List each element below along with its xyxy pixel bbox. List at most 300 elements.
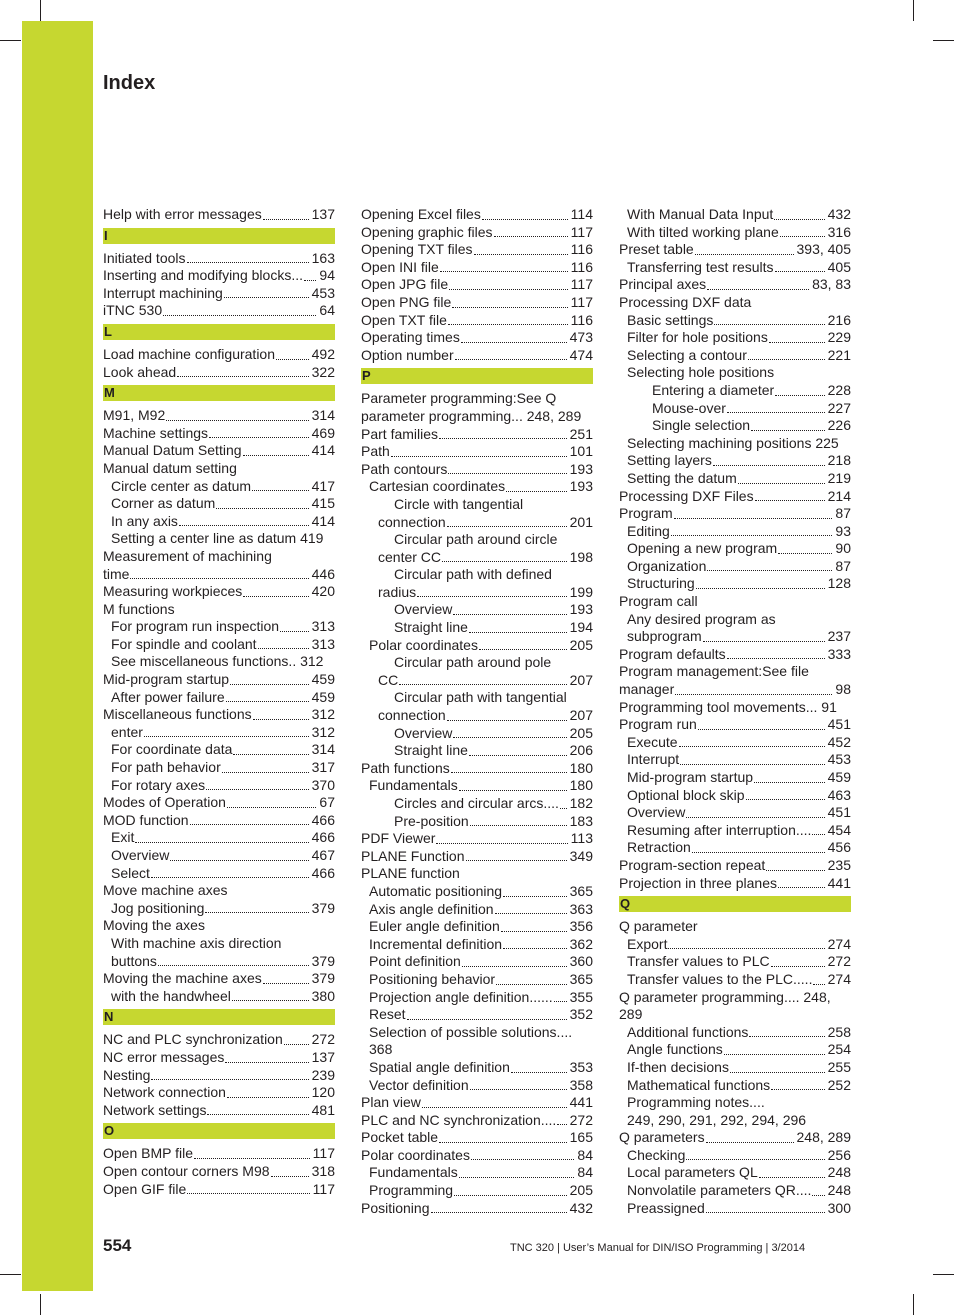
index-entry xyxy=(361,329,593,347)
crop-mark xyxy=(933,40,954,41)
dot-leader xyxy=(748,359,825,360)
dot-leader xyxy=(775,395,824,396)
index-entry xyxy=(619,1200,851,1218)
entry-label: Circle center as datum xyxy=(111,477,252,494)
entry-page-ref: 114 xyxy=(570,206,593,222)
index-entry xyxy=(619,716,851,734)
dot-leader xyxy=(439,1142,567,1143)
entry-label: Mathematical functions xyxy=(627,1076,771,1093)
entry-page-ref: 90 xyxy=(835,540,851,557)
entry-label: Path xyxy=(361,443,390,460)
index-entry xyxy=(361,795,593,813)
dot-leader xyxy=(144,736,309,737)
dot-leader xyxy=(560,808,567,809)
dot-leader xyxy=(774,219,824,220)
entry-label: Checking xyxy=(627,1146,686,1163)
entry-label: Program-section repeat xyxy=(619,856,766,873)
entry-page-ref: 216 xyxy=(827,311,851,328)
entry-label: Circular path around circle xyxy=(394,531,558,548)
dot-leader xyxy=(135,842,308,843)
dot-leader xyxy=(258,648,309,649)
entry-page-ref: 205 xyxy=(569,1182,593,1199)
crop-mark xyxy=(933,1274,954,1275)
entry-label: Open BMP file xyxy=(103,1145,194,1162)
entry-label: manager xyxy=(619,681,675,698)
dot-leader xyxy=(284,1044,309,1045)
entry-page-ref: 113 xyxy=(570,830,593,847)
index-entry xyxy=(103,953,335,971)
entry-page-ref: 370 xyxy=(311,776,335,793)
entry-label: Overview xyxy=(111,847,170,863)
entry-page-ref: 463 xyxy=(827,786,851,803)
index-entry xyxy=(619,1059,851,1077)
dot-leader xyxy=(695,254,794,255)
entry-label: Additional functions xyxy=(627,1023,749,1040)
entry-label: Programming notes.... xyxy=(627,1094,765,1111)
entry-label: Mouse-over xyxy=(652,399,726,416)
footer-manual-info: TNC 320 | User’s Manual for DIN/ISO Programming | 3/2014 xyxy=(510,1242,806,1254)
entry-label: time xyxy=(103,565,130,582)
entry-page-ref: 322 xyxy=(311,363,335,380)
dot-leader xyxy=(812,834,824,835)
entry-label: For coordinate data xyxy=(111,741,233,758)
entry-label: Open PNG file xyxy=(361,293,452,310)
entry-label: Help with error messages xyxy=(103,206,262,222)
dot-leader xyxy=(226,701,309,702)
entry-label: Fundamentals xyxy=(369,777,458,794)
index-entry xyxy=(619,575,851,593)
entry-page-ref: 117 xyxy=(570,276,593,293)
dot-leader xyxy=(252,490,309,491)
entry-label: Incremental definition xyxy=(369,935,503,952)
dot-leader xyxy=(452,307,567,308)
entry-label: Moving the axes xyxy=(103,917,205,934)
dot-leader xyxy=(557,1124,566,1125)
entry-label: Cartesian coordinates xyxy=(369,478,506,495)
dot-leader xyxy=(227,1097,309,1098)
index-entry xyxy=(361,276,593,294)
index-entry xyxy=(361,918,593,936)
entry-page-ref: 353 xyxy=(569,1058,593,1075)
index-entry xyxy=(619,276,851,294)
index-entry xyxy=(619,523,851,541)
index-entry xyxy=(361,496,593,514)
entry-label: Mid-program startup xyxy=(103,671,230,688)
entry-label: Exit xyxy=(111,829,135,846)
index-entry xyxy=(361,259,593,277)
dot-leader xyxy=(775,271,825,272)
entry-page-ref: 272 xyxy=(311,1031,335,1048)
entry-label: Corner as datum xyxy=(111,495,216,512)
index-entry xyxy=(103,513,335,531)
entry-label: Program run xyxy=(619,716,697,733)
entry-label: Nonvolatile parameters QR.... xyxy=(627,1182,812,1199)
index-entry xyxy=(103,829,335,847)
dot-leader xyxy=(482,219,568,220)
entry-label: Optional block skip xyxy=(627,786,745,803)
dot-leader xyxy=(769,342,825,343)
dot-leader xyxy=(439,438,567,439)
entry-page-ref: 492 xyxy=(311,345,335,362)
entry-label: With Manual Data Input xyxy=(627,206,774,222)
entry-page-ref: 205 xyxy=(569,724,593,741)
entry-page-ref: 453 xyxy=(311,284,335,301)
index-entry xyxy=(103,671,335,689)
entry-page-ref: 355 xyxy=(569,988,593,1005)
chapter-sidebar-bar xyxy=(22,21,93,1291)
index-entry xyxy=(103,794,335,812)
dot-leader xyxy=(225,1062,308,1063)
dot-leader xyxy=(686,1159,824,1160)
entry-page-ref: 349 xyxy=(569,847,593,864)
dot-leader xyxy=(727,658,825,659)
entry-label: Preset table xyxy=(619,241,694,258)
entry-page-ref: 420 xyxy=(311,583,335,600)
dot-leader xyxy=(459,790,567,791)
dot-leader xyxy=(496,984,567,985)
index-entry xyxy=(619,1024,851,1042)
entry-label: radius xyxy=(378,583,417,600)
entry-label: Open GIF file xyxy=(103,1180,187,1197)
entry-label: Point definition xyxy=(369,953,461,970)
index-entry xyxy=(361,848,593,866)
index-entry xyxy=(619,681,851,699)
index-entry xyxy=(103,583,335,601)
entry-page-ref: 466 xyxy=(311,829,335,846)
entry-page-ref: 117 xyxy=(570,223,593,240)
index-entry xyxy=(103,759,335,777)
entry-label: Open INI file xyxy=(361,258,439,275)
entry-label: Positioning behavior xyxy=(369,970,496,987)
index-entry xyxy=(361,654,593,672)
dot-leader xyxy=(163,315,316,316)
entry-label: Retraction xyxy=(627,839,691,856)
entry-label: Selecting hole positions xyxy=(627,364,775,381)
entry-label: Pre-position xyxy=(394,812,469,829)
entry-page-ref: 474 xyxy=(569,346,593,363)
entry-label: Entering a diameter xyxy=(652,381,775,398)
entry-label: PLC and NC synchronization.... xyxy=(361,1111,557,1128)
entry-page-ref: 313 xyxy=(311,635,335,652)
index-column-2 xyxy=(361,206,593,1217)
dot-leader xyxy=(511,1072,567,1073)
dot-leader xyxy=(206,789,309,790)
index-entry xyxy=(103,988,335,1006)
entry-page-ref: 274 xyxy=(827,970,851,987)
index-entry xyxy=(103,530,335,548)
entry-page-ref: 64 xyxy=(319,302,335,319)
entry-page-ref: 193 xyxy=(569,478,593,495)
dot-leader xyxy=(209,437,309,438)
entry-page-ref: 193 xyxy=(569,601,593,618)
entry-page-ref: 193 xyxy=(569,460,593,477)
entry-page-ref: 379 xyxy=(311,970,335,987)
entry-page-ref: 454 xyxy=(827,821,851,838)
dot-leader xyxy=(812,1195,824,1196)
index-entry xyxy=(361,461,593,479)
index-entry xyxy=(619,505,851,523)
index-entry xyxy=(103,1163,335,1181)
entry-page-ref: 248 xyxy=(827,1182,851,1199)
entry-label: PDF Viewer xyxy=(361,830,436,847)
entry-label: Setting layers xyxy=(627,452,712,469)
entry-label: If-then decisions xyxy=(627,1058,729,1075)
index-entry xyxy=(103,689,335,707)
index-entry xyxy=(103,865,335,883)
index-entry xyxy=(361,1006,593,1024)
entry-page-ref: 365 xyxy=(569,882,593,899)
entry-page-ref: 207 xyxy=(569,707,593,724)
entry-label: Nesting xyxy=(103,1066,151,1083)
dot-leader xyxy=(436,843,567,844)
entry-page-ref: 363 xyxy=(569,900,593,917)
entry-page-ref: 199 xyxy=(569,583,593,600)
entry-page-ref: 221 xyxy=(827,346,851,363)
index-entry xyxy=(103,777,335,795)
dot-leader xyxy=(130,578,308,579)
dot-leader xyxy=(166,420,308,421)
entry-label: connection xyxy=(378,707,446,724)
index-entry xyxy=(619,1129,851,1147)
index-entry xyxy=(619,1041,851,1059)
entry-label: Any desired program as xyxy=(627,610,776,627)
index-entry xyxy=(361,1024,593,1042)
entry-page-ref: 356 xyxy=(569,918,593,935)
entry-label: M91, M92 xyxy=(103,407,166,424)
entry-page-ref: 87 xyxy=(835,505,851,522)
index-entry xyxy=(361,672,593,690)
index-entry xyxy=(103,1031,335,1049)
entry-label: Manual Datum Setting xyxy=(103,442,242,459)
index-entry xyxy=(361,443,593,461)
entry-label: After power failure xyxy=(111,688,225,705)
entry-label: Look ahead xyxy=(103,363,177,380)
entry-label: PLANE Function xyxy=(361,847,465,864)
entry-label: Filter for hole positions xyxy=(627,329,768,346)
entry-label: For program run inspection xyxy=(111,618,280,635)
entry-label: Projection in three planes xyxy=(619,874,777,891)
dot-leader xyxy=(449,289,568,290)
index-entry xyxy=(361,312,593,330)
index-entry xyxy=(361,1129,593,1147)
index-entry xyxy=(361,531,593,549)
entry-page-ref: 432 xyxy=(827,206,851,222)
dot-leader xyxy=(442,561,567,562)
index-entry xyxy=(619,822,851,840)
entry-page-ref: 101 xyxy=(569,443,593,460)
entry-page-ref: 117 xyxy=(570,293,593,310)
entry-page-ref: 137 xyxy=(311,206,335,222)
dot-leader xyxy=(243,455,309,456)
entry-page-ref: 117 xyxy=(312,1145,335,1162)
entry-label: Open JPG file xyxy=(361,276,449,293)
entry-page-ref: 466 xyxy=(311,864,335,881)
entry-page-ref: 128 xyxy=(827,575,851,592)
entry-label: Programming tool movements... 91 xyxy=(619,698,837,715)
index-entry xyxy=(361,206,593,224)
dot-leader xyxy=(417,596,567,597)
dot-leader xyxy=(706,1142,794,1143)
dot-leader xyxy=(727,412,825,413)
entry-label: Spatial angle definition xyxy=(369,1058,510,1075)
crop-mark xyxy=(913,0,914,21)
entry-label: Reset xyxy=(369,1006,406,1023)
dot-leader xyxy=(391,456,567,457)
entry-label: NC error messages xyxy=(103,1048,225,1065)
index-column-1 xyxy=(103,206,335,1198)
index-entry xyxy=(103,900,335,918)
dot-leader xyxy=(179,525,309,526)
entry-page-ref: 379 xyxy=(311,952,335,969)
index-entry xyxy=(619,787,851,805)
entry-page-ref: 459 xyxy=(311,688,335,705)
entry-page-ref: 256 xyxy=(827,1146,851,1163)
index-entry xyxy=(619,558,851,576)
dot-leader xyxy=(448,324,568,325)
index-entry xyxy=(619,540,851,558)
index-entry xyxy=(103,346,335,364)
dot-leader xyxy=(440,271,568,272)
entry-label: Move machine axes xyxy=(103,882,228,899)
dot-leader xyxy=(177,376,308,377)
letter-heading: I xyxy=(103,228,335,244)
index-entry xyxy=(361,1147,593,1165)
dot-leader xyxy=(190,824,309,825)
index-entry xyxy=(103,935,335,953)
entry-page-ref: 316 xyxy=(827,223,851,240)
entry-label: Interrupt xyxy=(627,751,680,768)
dot-leader xyxy=(813,984,824,985)
index-entry xyxy=(103,566,335,584)
entry-page-ref: 274 xyxy=(827,935,851,952)
entry-label: Program call xyxy=(619,593,698,610)
entry-page-ref: 67 xyxy=(319,794,335,811)
index-entry xyxy=(619,347,851,365)
entry-label: Inserting and modifying blocks... xyxy=(103,267,303,284)
index-entry xyxy=(361,707,593,725)
dot-leader xyxy=(455,359,567,360)
entry-label: Q parameter programming.... 248, xyxy=(619,988,831,1005)
entry-label: For rotary axes xyxy=(111,776,206,793)
index-entry xyxy=(103,495,335,513)
entry-page-ref: 441 xyxy=(827,874,851,891)
index-entry xyxy=(361,514,593,532)
entry-label: Angle functions xyxy=(627,1041,723,1058)
entry-label: Open contour corners M98 xyxy=(103,1162,270,1179)
dot-leader xyxy=(680,764,825,765)
entry-page-ref: 473 xyxy=(569,329,593,346)
dot-leader xyxy=(503,948,567,949)
dot-leader xyxy=(216,508,308,509)
letter-heading: M xyxy=(103,385,335,401)
index-entry xyxy=(361,241,593,259)
index-entry xyxy=(619,206,851,224)
entry-label: Setting the datum xyxy=(627,469,737,486)
entry-label: buttons xyxy=(111,952,157,969)
entry-label: Path contours xyxy=(361,460,448,477)
entry-page-ref: 165 xyxy=(569,1129,593,1146)
entry-page-ref: 360 xyxy=(569,953,593,970)
entry-page-ref: 84 xyxy=(577,1164,593,1181)
dot-leader xyxy=(451,772,567,773)
entry-label: Part families xyxy=(361,425,439,442)
entry-label: Program management:See file xyxy=(619,663,809,680)
dot-leader xyxy=(448,473,566,474)
entry-label: Vector definition xyxy=(369,1076,469,1093)
entry-label: Polar coordinates xyxy=(361,1146,470,1163)
entry-page-ref: 393, 405 xyxy=(796,241,851,258)
dot-leader xyxy=(462,966,567,967)
dot-leader xyxy=(686,817,824,818)
index-entry xyxy=(361,347,593,365)
entry-page-ref: 207 xyxy=(569,671,593,688)
entry-label: Execute xyxy=(627,733,678,750)
dot-leader xyxy=(230,684,309,685)
entry-page-ref: 219 xyxy=(827,469,851,486)
entry-label: For path behavior xyxy=(111,759,221,776)
entry-page-ref: 94 xyxy=(319,267,335,284)
index-entry xyxy=(619,1006,851,1024)
entry-label: Open TXT file xyxy=(361,311,447,328)
index-entry xyxy=(619,804,851,822)
index-entry xyxy=(361,1059,593,1077)
entry-label: Resuming after interruption.... xyxy=(627,821,812,838)
index-entry xyxy=(619,839,851,857)
entry-page-ref: 313 xyxy=(311,618,335,635)
dot-leader xyxy=(707,570,832,571)
dot-leader xyxy=(461,342,567,343)
index-entry xyxy=(103,1067,335,1085)
dot-leader xyxy=(554,1001,567,1002)
entry-label: PLANE function xyxy=(361,865,460,882)
entry-label: Initiated tools xyxy=(103,249,186,266)
index-entry xyxy=(103,724,335,742)
dot-leader xyxy=(746,799,825,800)
entry-page-ref: 228 xyxy=(827,381,851,398)
entry-page-ref: 183 xyxy=(569,812,593,829)
entry-page-ref: 137 xyxy=(311,1048,335,1065)
entry-page-ref: 235 xyxy=(827,856,851,873)
dot-leader xyxy=(706,1212,825,1213)
dot-leader xyxy=(759,1177,825,1178)
index-entry xyxy=(103,302,335,320)
entry-page-ref: 333 xyxy=(827,645,851,662)
entry-label: See miscellaneous functions.. 312 xyxy=(111,653,324,670)
dot-leader xyxy=(675,694,832,695)
entry-label: Structuring xyxy=(627,575,695,592)
index-entry xyxy=(619,857,851,875)
entry-label: Basic settings xyxy=(627,311,714,328)
dot-leader xyxy=(276,359,309,360)
index-entry xyxy=(619,452,851,470)
dot-leader xyxy=(431,1212,567,1213)
entry-label: subprogram xyxy=(627,628,702,645)
entry-label: Miscellaneous functions xyxy=(103,706,252,723)
entry-page-ref: 272 xyxy=(569,1111,593,1128)
dot-leader xyxy=(253,719,309,720)
entry-page-ref: 248, 289 xyxy=(796,1129,851,1146)
index-entry xyxy=(361,426,593,444)
index-entry xyxy=(361,408,593,426)
index-entry xyxy=(619,751,851,769)
index-entry xyxy=(619,435,851,453)
letter-heading: P xyxy=(361,368,593,384)
crop-mark xyxy=(40,0,41,21)
entry-label: Plan view xyxy=(361,1094,421,1111)
entry-page-ref: 362 xyxy=(569,935,593,952)
dot-leader xyxy=(494,236,568,237)
index-entry xyxy=(361,953,593,971)
